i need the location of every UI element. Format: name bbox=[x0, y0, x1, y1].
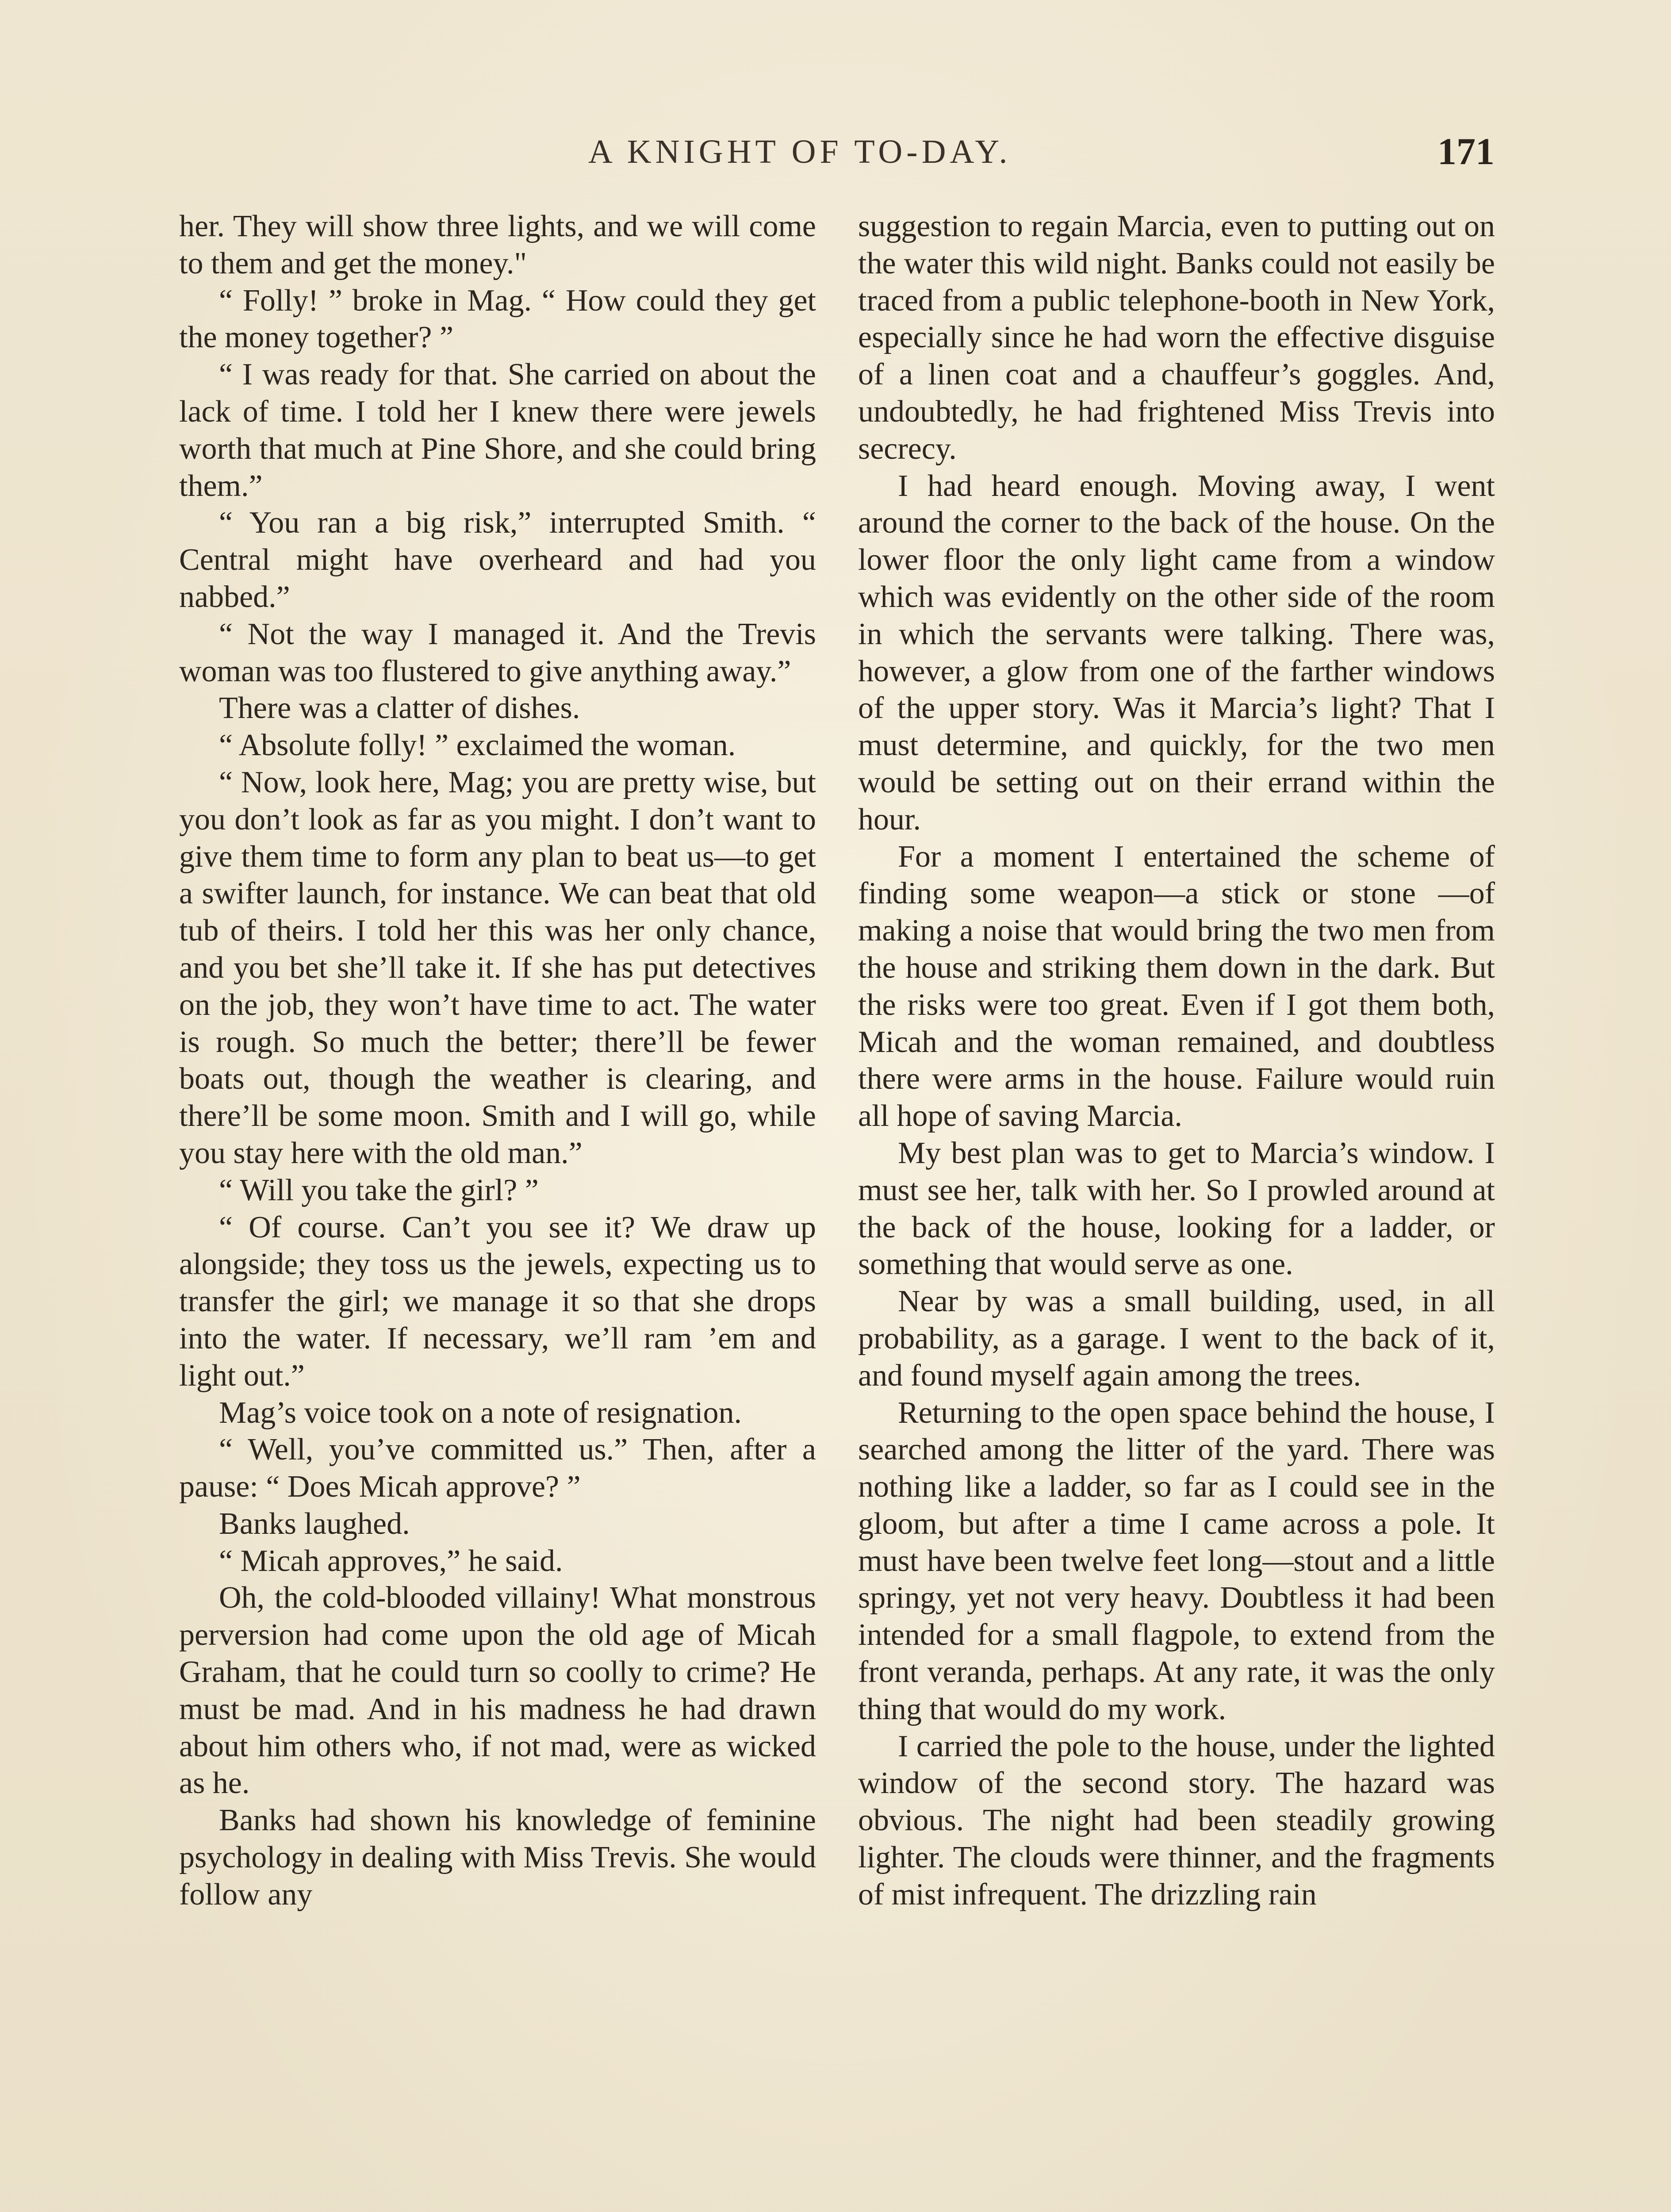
paragraph: “ Not the way I managed it. And the Trevis woman was too flustered to give anything away.” bbox=[179, 617, 816, 688]
paragraph: “ Of course. Can’t you see it? We draw up alongside; they toss us the jewels, expecting us to transfer the girl; we manage it so that she drops into the water. If necessary, we’ll ram ’em and light out.” bbox=[179, 1210, 816, 1393]
paragraph: “ Folly! ” broke in Mag. “ How could they get the money together? ” bbox=[179, 283, 816, 355]
paragraph: Returning to the open space behind the house, I searched among the litter of the yard. There was nothing like a ladder, so far as I could see in the gloom, but after a time I came across a pole. It must have been twelve feet long—stout and a little springy, yet not very heavy. Doubtless it had been intended for a small flagpole, to extend from the front veranda, perhaps. At any rate, it was the only thing that would do my work. bbox=[858, 1395, 1495, 1726]
paragraph: Banks had shown his knowledge of feminine psychology in dealing with Miss Trevis. She would follow any bbox=[179, 1803, 816, 1912]
paragraph: “ Micah approves,” he said. bbox=[219, 1544, 563, 1578]
paragraph: “ Absolute folly! ” exclaimed the woman. bbox=[219, 728, 736, 763]
paragraph: suggestion to regain Marcia, even to putting out on the water this wild night. Banks could not easily be traced from a public telephone-booth in New York, especially since he had worn the effective disguise of a linen coat and a chauffeur’s goggles. And, undoubtedly, he had frightened Miss Trevis into secrecy. bbox=[858, 209, 1495, 466]
page-number: 171 bbox=[1437, 130, 1495, 173]
paragraph: “ Now, look here, Mag; you are pretty wise, but you don’t look as far as you might. I don’t want to give them time to form any plan to beat us—to get a swifter launch, for instance. We can beat that old tub of theirs. I told her this was her only chance, and you bet she’ll take it. If she has put detectives on the job, they won’t have time to act. The water is rough. So much the better; there’ll be fewer boats out, though the weather is clearing, and there’ll be some moon. Smith and I will go, while you stay here with the old man.” bbox=[179, 765, 816, 1170]
paragraph: “ I was ready for that. She carried on about the lack of time. I told her I knew there were jewels worth that much at Pine Shore, and she could bring them.” bbox=[179, 357, 816, 503]
paragraph: her. They will show three lights, and we will come to them and get the money." bbox=[179, 209, 816, 280]
paragraph: Oh, the cold-blooded villainy! What monstrous perversion had come upon the old age of Micah Graham, that he could turn so coolly to crime? He must be mad. And in his madness he had drawn about him others who, if not mad, were as wicked as he. bbox=[179, 1581, 816, 1801]
paragraph: My best plan was to get to Marcia’s window. I must see her, talk with her. So I prowled around at the back of the house, looking for a ladder, or something that would serve as one. bbox=[858, 1136, 1495, 1282]
right-column bbox=[858, 208, 1495, 1913]
paragraph: I carried the pole to the house, under the lighted window of the second story. The hazard was obvious. The night had been steadily growing lighter. The clouds were thinner, and the fragments of mist infrequent. The drizzling rain bbox=[858, 1729, 1495, 1912]
paragraph: “ Will you take the girl? ” bbox=[219, 1173, 539, 1207]
left-column bbox=[179, 208, 816, 1913]
paragraph: I had heard enough. Moving away, I went around the corner to the back of the house. On the lower floor the only light came from a window which was evidently on the other side of the room in which the servants were talking. There was, however, a glow from one of the farther windows of the upper story. Was it Marcia’s light? That I must determine, and quickly, for the two men would be setting out on their errand within the hour. bbox=[858, 469, 1495, 837]
paragraph: “ You ran a big risk,” interrupted Smith. “ Central might have overheard and had you nabbed.” bbox=[179, 506, 816, 614]
paragraph: Banks laughed. bbox=[219, 1506, 410, 1541]
paragraph: Near by was a small building, used, in all probability, as a garage. I went to the back of it, and found myself again among the trees. bbox=[858, 1284, 1495, 1393]
paragraph: “ Well, you’ve committed us.” Then, after a pause: “ Does Micah approve? ” bbox=[179, 1432, 816, 1504]
paragraph: Mag’s voice took on a note of resignation. bbox=[219, 1395, 742, 1430]
running-title: A KNIGHT OF TO-DAY. bbox=[588, 133, 1012, 170]
paragraph: There was a clatter of dishes. bbox=[219, 691, 580, 726]
paragraph: For a moment I entertained the scheme of finding some weapon—a stick or stone —of making a noise that would bring the two men from the house and striking them down in the dark. But the risks were too great. Even if I got them both, Micah and the woman remained, and doubtless there were arms in the house. Failure would ruin all hope of saving Marcia. bbox=[858, 839, 1495, 1133]
